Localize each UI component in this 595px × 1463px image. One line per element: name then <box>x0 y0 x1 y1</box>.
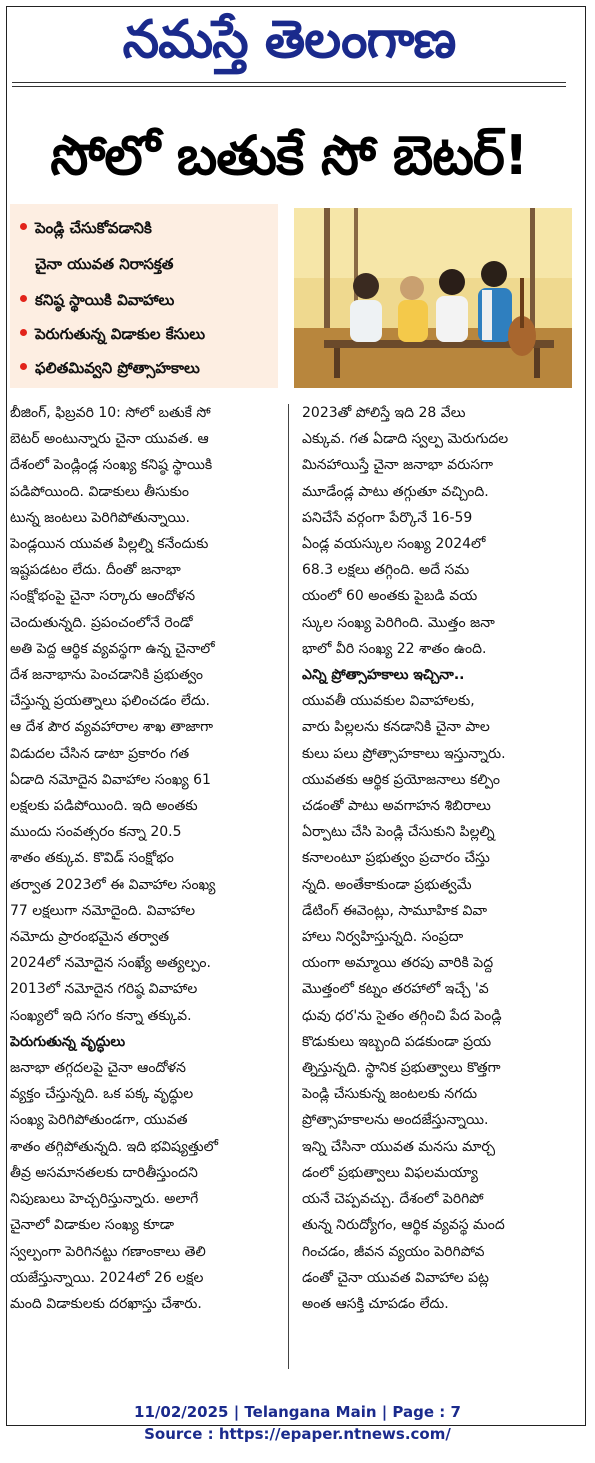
article-line: కొడుకులు ఇబ్బంది పడకుండా ప్రయ <box>302 1033 492 1050</box>
bullet-icon <box>20 223 27 230</box>
article-line: తీవ్ర అసమానతలకు దారితీస్తుందని <box>10 1164 198 1181</box>
article-line: ఏండ్ల వయస్కుల సంఖ్య 2024లో <box>302 536 486 553</box>
headline: సోలో బతుకే సో బెటర్! <box>50 124 528 187</box>
article-line: యనే చెప్పవచ్చు. దేశంలో పెరిగిపో <box>302 1191 484 1208</box>
article-line: 77 లక్షలుగా నమోదైంది. వివాహాల <box>10 902 196 919</box>
article-line: ఆ దేశ పౌర వ్యవహారాల శాఖ తాజాగా <box>10 719 213 736</box>
article-line: విడుదల చేసిన డాటా ప్రకారం గత <box>10 745 190 762</box>
article-line: న్నది. అంతేకాకుండా ప్రభుత్వమే <box>302 876 472 893</box>
article-line: శాతం తక్కువ. కొవిడ్ సంక్షోభం <box>10 850 174 867</box>
highlight-item-continuation: చైనా యువత నిరాసక్తత <box>35 255 174 273</box>
article-line: ఏర్పాటు చేసి పెండ్లి చేసుకుని పిల్లల్ని <box>302 824 495 841</box>
article-line: 2024లో నమోదైన సంఖ్యే అత్యల్పం. <box>10 955 211 972</box>
article-line: ఏడాది నమోదైన వివాహాల సంఖ్య 61 <box>10 771 211 788</box>
article-line: లక్షలకు పడిపోయింది. ఇది అంతకు <box>10 798 198 815</box>
article-line: పెండ్లి చేసుకున్న జంటలకు నగదు <box>302 1086 478 1103</box>
article-line: బీజింగ్, ఫిబ్రవరి 10: సోలో బతుకే సో <box>10 405 211 421</box>
article-line: స్వల్పంగా పెరిగినట్టు గణాంకాలు తెలి <box>10 1243 206 1260</box>
masthead-rule-2 <box>12 86 566 87</box>
bullet-icon <box>20 329 27 336</box>
article-line: భాలో వీరి సంఖ్య 22 శాతం ఉంది. <box>302 640 487 657</box>
article-line: కనాలంటూ ప్రభుత్వం ప్రచారం చేస్తు <box>302 850 490 867</box>
article-line: యంగా అమ్మాయి తరపు వారికి పెద్ద <box>302 955 494 972</box>
article-line: డంలో ప్రభుత్వాలు విఫలమయ్యా <box>302 1164 478 1181</box>
article-line: 2023తో పోలిస్తే ఇది 28 వేలు <box>302 405 466 421</box>
article-line: చేస్తున్న ప్రయత్నాలు ఫలించడం లేదు. <box>10 693 210 710</box>
article-line: జనాభా తగ్గదలపై చైనా ఆందోళన <box>10 1060 186 1077</box>
bullet-icon <box>20 295 27 302</box>
left-column <box>10 400 280 1317</box>
article-line: మూడేండ్ల పాటు తగ్గుతూ వచ్చింది. <box>302 483 489 500</box>
article-line: తర్వాత 2023లో ఈ వివాహాల సంఖ్య <box>10 876 216 893</box>
article-line: తున్న నిరుద్యోగం, ఆర్థిక వ్యవస్థ మంద <box>302 1217 505 1234</box>
article-line: నిపుణులు హెచ్చరిస్తున్నారు. అలాగే <box>10 1191 199 1208</box>
article-line: యువతీ యువకుల వివాహాలకు, <box>302 693 475 710</box>
highlight-item <box>20 290 174 310</box>
article-line: సంక్షోభంపై చైనా సర్కారు ఆందోళన <box>10 588 196 605</box>
highlights-box <box>10 204 278 388</box>
bullet-icon <box>20 363 27 370</box>
article-line: యువతకు ఆర్థిక ప్రయోజనాలు కల్పిం <box>302 771 500 788</box>
article-line: డేటింగ్ ఈవెంట్లు, సామూహిక వివా <box>302 902 488 919</box>
article-line: హాలు నిర్వహిస్తున్నది. సంప్రదా <box>302 929 464 946</box>
article-line: పడిపోయింది. విడాకులు తీసుకుం <box>10 483 190 500</box>
article-line: ఇష్టపడటం లేదు. దీంతో జనాభా <box>10 562 181 579</box>
article-line: మంది విడాకులకు దరఖాస్తు చేశారు. <box>10 1295 202 1312</box>
footer-date-line: 11/02/2025 | Telangana Main | Page : 7 <box>134 1403 461 1421</box>
article-line: యజేస్తున్నాయి. 2024లో 26 లక్షల <box>10 1269 204 1286</box>
article-line: నమోదు ప్రారంభమైన తర్వాత <box>10 929 170 946</box>
article-line: సంఖ్యలో ఇది సగం కన్నా తక్కువ. <box>10 1007 192 1024</box>
article-line: ఇన్ని చేసినా యువత మనసు మార్చ <box>302 1138 496 1155</box>
article-line: మొత్తంలో కట్నం తరహాలో ఇచ్చే 'వ <box>302 981 489 998</box>
article-line: టున్న జంటలు పెరిగిపోతున్నాయి. <box>10 509 190 526</box>
article-line: త్నిస్తున్నది. స్థానిక ప్రభుత్వాలు కొత్తగా <box>302 1060 501 1077</box>
highlight-text: పెరుగుతున్న విడాకుల కేసులు <box>35 325 206 343</box>
article-line: ధువు ధర'ను సైతం తగ్గించి పేద పెండ్లి <box>302 1007 502 1024</box>
article-line: యంలో 60 అంతకు పైబడి వయ <box>302 588 478 605</box>
young-people-photo <box>294 208 572 388</box>
article-line: ముందు సంవత్సరం కన్నా 20.5 <box>10 824 182 841</box>
article-line: పెండ్లయిన యువత పిల్లల్ని కనేందుకు <box>10 536 209 553</box>
masthead-rule <box>12 82 566 83</box>
highlight-text: కనిష్ఠ స్థాయికి వివాహాలు <box>35 291 175 309</box>
right-column <box>302 400 572 1317</box>
article-line: స్కుల సంఖ్య పెరిగింది. మొత్తం జనా <box>302 614 495 631</box>
article-line: కులు పలు ప్రోత్సాహకాలు ఇస్తున్నారు. <box>302 745 506 762</box>
article-line: అతి పెద్ద ఆర్థిక వ్యవస్థగా ఉన్న చైనాలో <box>10 640 215 657</box>
article-line: వారు పిల్లలను కనడానికి చైనా పాల <box>302 719 490 736</box>
article-line: డంతో చైనా యువత వివాహాల పట్ల <box>302 1269 489 1286</box>
article-line: పనిచేసే వర్గంగా పేర్కొనే 16-59 <box>302 509 473 526</box>
highlight-text: ఫలితమివ్వని ప్రోత్సాహకాలు <box>35 359 200 377</box>
article-line: చడంతో పాటు అవగాహన శిబిరాలు <box>302 798 491 815</box>
article-line: గించడం, జీవన వ్యయం పెరిగిపోవ <box>302 1243 485 1260</box>
column-divider <box>288 404 289 1369</box>
article-line: 2013లో నమోదైన గరిష్ఠ వివాహాల <box>10 981 198 998</box>
footer-source-line: Source : https://epaper.ntnews.com/ <box>144 1425 451 1443</box>
article-line: ఎక్కువ. గత ఏడాది స్వల్ప మెరుగుదల <box>302 431 509 448</box>
article-line: బెటర్ అంటున్నారు చైనా యువత. ఆ <box>10 431 209 448</box>
article-line: చైనాలో విడాకుల సంఖ్య కూడా <box>10 1217 175 1234</box>
article-line: చెందుతున్నది. ప్రపంచంలోనే రెండో <box>10 614 193 631</box>
article-line: శాతం తగ్గిపోతున్నది. ఇది భవిష్యత్తులో <box>10 1138 219 1155</box>
article-line: అంత ఆసక్తి చూపడం లేదు. <box>302 1295 449 1312</box>
masthead: నమస్తే తెలంగాణ <box>122 10 456 70</box>
article-line: 68.3 లక్షలు తగ్గింది. అదే సమ <box>302 562 470 579</box>
article-line: ప్రోత్సాహకాలను అందజేస్తున్నాయి. <box>302 1112 489 1129</box>
subheading: పెరుగుతున్న వృద్ధులు <box>10 1033 126 1050</box>
subheading: ఎన్ని ప్రోత్సాహకాలు ఇచ్చినా.. <box>302 667 465 684</box>
highlight-item <box>20 218 152 238</box>
article-line: దేశంలో పెండ్లిండ్ల సంఖ్య కనిష్ఠ స్థాయికి <box>10 457 213 474</box>
article-line: దేశ జనాభాను పెంచడానికి ప్రభుత్వం <box>10 667 203 684</box>
highlight-item <box>20 324 205 344</box>
photo-illustration <box>294 208 572 388</box>
article-line: మినహాయిస్తే చైనా జనాభా వరుసగా <box>302 457 494 474</box>
highlight-item <box>20 358 200 378</box>
article-line: సంఖ్య పెరిగిపోతుండగా, యువత <box>10 1112 188 1129</box>
highlight-text: పెండ్లి చేసుకోవడానికి <box>35 219 152 237</box>
article-line: వ్యక్తం చేస్తున్నది. ఒక పక్క వృద్ధుల <box>10 1086 194 1103</box>
